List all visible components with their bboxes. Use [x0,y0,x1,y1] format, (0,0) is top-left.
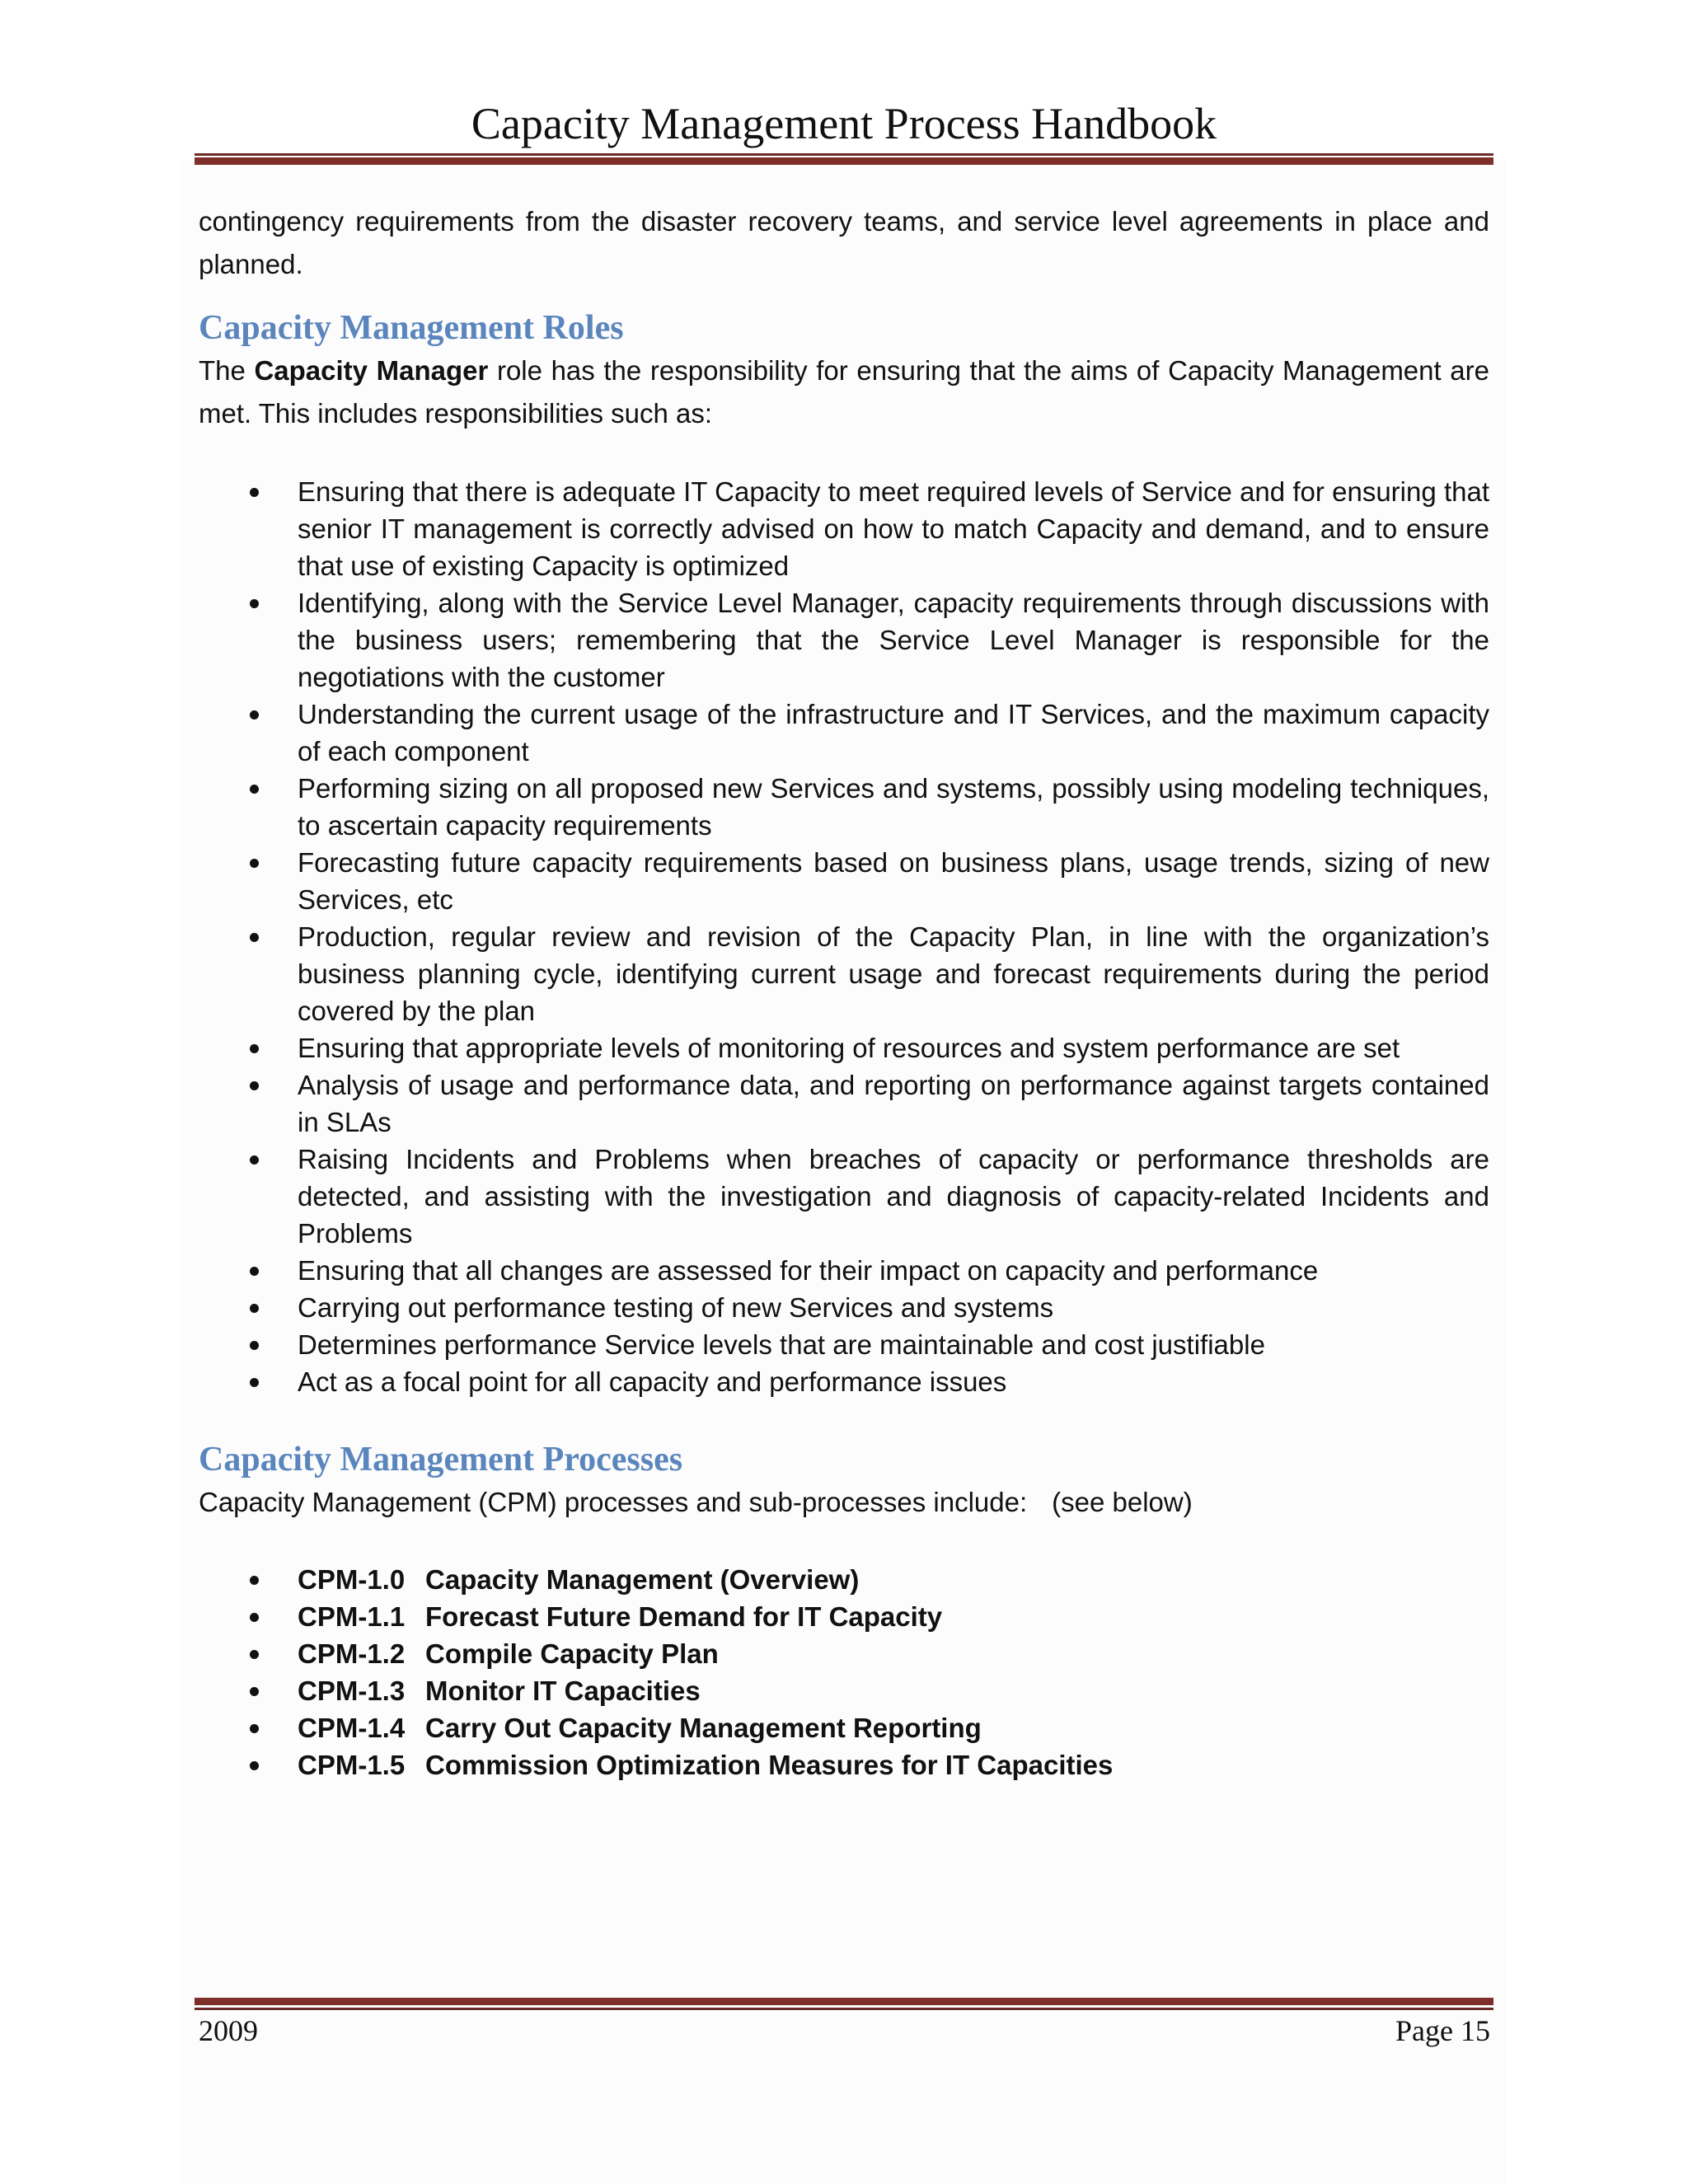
roles-intro [199,349,1489,435]
list-item [199,1746,1489,1783]
process-title: Monitor IT Capacities [425,1675,701,1706]
role-item-text: Performing sizing on all proposed new Services and systems, possibly using modeling techniques, to ascertain capacity requirements [298,773,1489,841]
role-item-text: Understanding the current usage of the infrastructure and IT Services, and the maximum capacity of each component [298,699,1489,766]
header-rule-thin [195,153,1493,156]
header-rule-thick [195,157,1493,165]
list-item [199,1289,1489,1326]
process-code: CPM-1.4 [298,1713,406,1743]
role-item-text: Production, regular review and revision of the Capacity Plan, in line with the organization’s business planning cycle, identifying current usage and forecast requirements during the period covered by the plan [298,921,1489,1026]
bullet-icon [250,1155,259,1165]
process-code: CPM-1.1 [298,1601,406,1632]
role-item-text: Ensuring that appropriate levels of monitoring of resources and system performance are set [298,1033,1400,1063]
list-item [199,1561,1489,1598]
role-item-text: Analysis of usage and performance data, and reporting on performance against targets contained in SLAs [298,1070,1489,1137]
processes-list [199,1561,1489,1783]
footer-rule-thin [195,2008,1493,2010]
process-title: Carry Out Capacity Management Reporting [425,1713,982,1743]
role-item-text: Act as a focal point for all capacity and performance issues [298,1366,1007,1397]
bullet-icon [250,1081,259,1090]
process-code: CPM-1.0 [298,1564,406,1595]
roles-intro-post: role has the responsibility for ensuring that the aims of Capacity Management are met. This includes responsibilities such as: [199,355,1489,429]
process-title: Forecast Future Demand for IT Capacity [425,1601,943,1632]
processes-heading: Capacity Management Processes [199,1441,683,1479]
bullet-icon [250,710,259,719]
list-item [199,1252,1489,1289]
roles-intro-bold: Capacity Manager [254,355,489,386]
list-item [199,584,1489,696]
list-item [199,1066,1489,1141]
bullet-icon [250,1613,259,1622]
list-item [199,1709,1489,1746]
role-item-text: Forecasting future capacity requirements based on business plans, usage trends, sizing of new Services, etc [298,847,1489,915]
list-item [199,844,1489,918]
bullet-icon [250,1341,259,1350]
roles-intro-pre: The [199,355,255,386]
bullet-icon [250,1650,259,1659]
bullet-icon [250,1724,259,1733]
roles-list [199,473,1489,1400]
list-item [199,1326,1489,1363]
bullet-icon [250,1576,259,1585]
footer-rule-thick [195,1998,1493,2005]
bullet-icon [250,1044,259,1053]
role-item-text: Determines performance Service levels that are maintainable and cost justifiable [298,1329,1265,1360]
bullet-icon [250,1687,259,1696]
process-title: Commission Optimization Measures for IT Capacities [425,1750,1114,1780]
role-item-text: Identifying, along with the Service Level Manager, capacity requirements through discussions with the business users; remembering that the Service Level Manager is responsible for the negotiations with the customer [298,588,1489,692]
list-item [199,1672,1489,1709]
bullet-icon [250,599,259,608]
list-item [199,696,1489,770]
list-item [199,918,1489,1029]
bullet-icon [250,1378,259,1387]
bullet-icon [250,859,259,868]
list-item [199,1598,1489,1635]
list-item [199,1363,1489,1400]
bullet-icon [250,1304,259,1313]
list-item [199,1141,1489,1252]
list-item [199,1029,1489,1066]
intro-continuation: contingency requirements from the disaster recovery teams, and service level agreements in place and planned. [199,206,1489,279]
process-code: CPM-1.3 [298,1675,406,1706]
bullet-icon [250,785,259,794]
role-item-text: Ensuring that all changes are assessed for their impact on capacity and performance [298,1255,1319,1286]
process-code: CPM-1.5 [298,1750,406,1780]
page-body [199,200,1489,1783]
list-item [199,770,1489,844]
role-item-text: Ensuring that there is adequate IT Capacity to meet required levels of Service and for ensuring that senior IT management is correctly advised on how to match Capacity and demand, and to ensure that use of existing Capacity is optimized [298,476,1489,581]
processes-intro [199,1481,1489,1524]
role-item-text: Raising Incidents and Problems when breaches of capacity or performance thresholds are detected, and assisting with the investigation and diagnosis of capacity-related Incidents and Problems [298,1144,1489,1249]
processes-intro-note: (see below) [1052,1487,1193,1517]
bullet-icon [250,488,259,497]
processes-intro-text: Capacity Management (CPM) processes and sub-processes include: [199,1487,1028,1517]
roles-heading: Capacity Management Roles [199,309,624,347]
header-title: Capacity Management Process Handbook [471,99,1217,148]
footer-year: 2009 [199,2014,258,2047]
bullet-icon [250,1267,259,1276]
footer-page-number: Page 15 [1395,2014,1490,2047]
role-item-text: Carrying out performance testing of new Services and systems [298,1292,1054,1323]
process-title: Compile Capacity Plan [425,1638,719,1669]
bullet-icon [250,933,259,942]
bullet-icon [250,1761,259,1770]
process-title: Capacity Management (Overview) [425,1564,860,1595]
list-item [199,473,1489,584]
process-code: CPM-1.2 [298,1638,406,1669]
list-item [199,1635,1489,1672]
